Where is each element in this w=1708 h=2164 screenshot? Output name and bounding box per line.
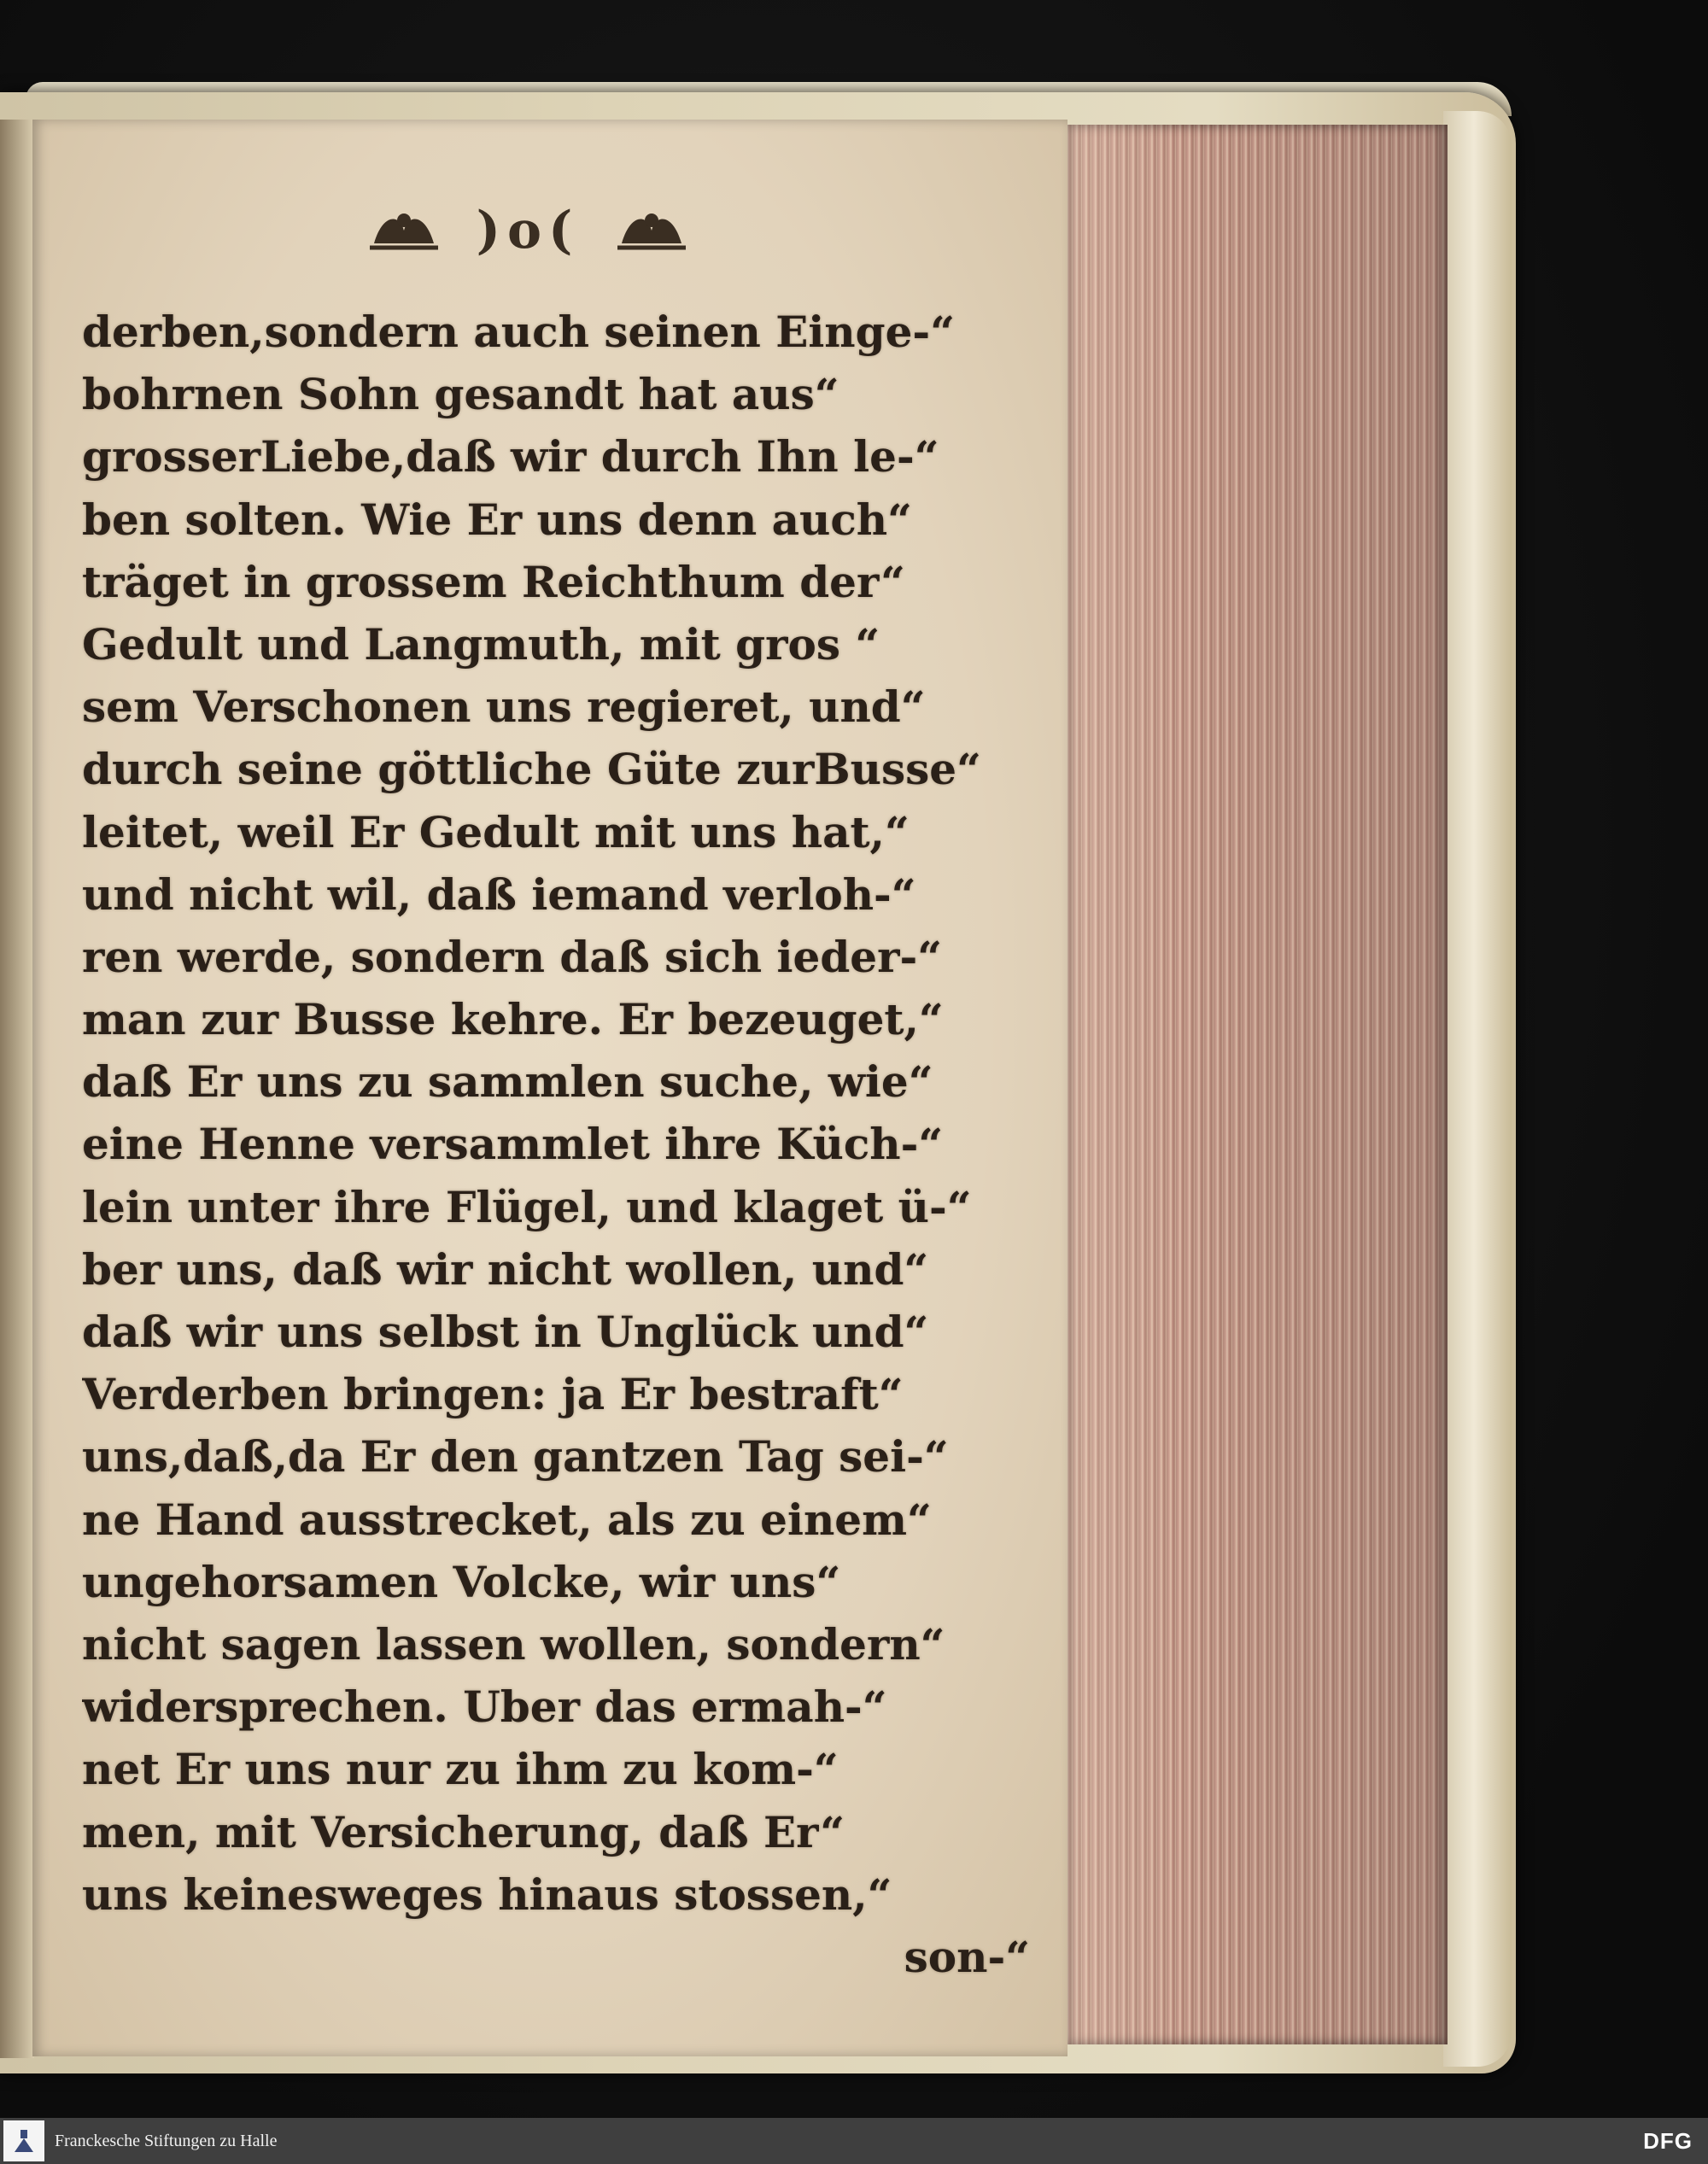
book-fore-edge-cover <box>1443 111 1512 2067</box>
dfg-brand: DFG <box>1643 2128 1693 2154</box>
text-line: Verderben bringen: ja Er bestraft“ <box>82 1369 904 1420</box>
fleuron-ornament-icon <box>366 205 442 256</box>
text-line: nicht sagen lassen wollen, sondern“ <box>82 1618 945 1670</box>
text-line: son-“ <box>904 1931 1030 1982</box>
text-line: daß wir uns selbst in Unglück und“ <box>82 1307 929 1357</box>
footer-bar <box>0 2118 1708 2164</box>
left-page-edge <box>0 120 34 2058</box>
text-line: ren werde, sondern daß sich ieder-“ <box>82 931 942 982</box>
fleuron-ornament-icon <box>613 205 690 256</box>
text-line: ne Hand ausstrecket, als zu einem“ <box>82 1494 932 1545</box>
text-line: daß Er uns zu sammlen suche, wie“ <box>82 1056 933 1108</box>
text-line: uns keinesweges hinaus stossen,“ <box>82 1869 892 1920</box>
franckesche-stiftungen-logo-icon <box>3 2120 44 2161</box>
page-number: )o( <box>476 201 580 260</box>
body-text <box>82 301 1047 1988</box>
text-line: eine Henne versammlet ihre Küch-“ <box>82 1119 944 1170</box>
text-line: bohrnen Sohn gesandt hat aus“ <box>82 369 839 420</box>
text-line: lein unter ihre Flügel, und klaget ü-“ <box>82 1181 972 1232</box>
text-line: ungehorsamen Volcke, wir uns“ <box>82 1556 841 1607</box>
text-line: ber uns, daß wir nicht wollen, und“ <box>82 1243 929 1295</box>
page-header <box>314 184 741 278</box>
text-line: widersprechen. Uber das ermah-“ <box>82 1681 887 1733</box>
text-line: träget in grossem Reichthum der“ <box>82 556 905 607</box>
text-line: derben,sondern auch seinen Einge-“ <box>82 307 955 357</box>
text-line: leitet, weil Er Gedult mit uns hat,“ <box>82 806 910 857</box>
page-edges <box>1063 125 1448 2044</box>
text-line: Gedult und Langmuth, mit gros “ <box>82 618 880 670</box>
text-line: und nicht wil, daß iemand verloh-“ <box>82 869 916 920</box>
text-line: net Er uns nur zu ihm zu kom-“ <box>82 1744 839 1795</box>
book-page <box>32 120 1068 2056</box>
text-line: grosserLiebe,daß wir durch Ihn le-“ <box>82 431 939 483</box>
text-line: durch seine göttliche Güte zurBusse“ <box>82 744 981 795</box>
text-line: man zur Busse kehre. Er bezeuget,“ <box>82 994 944 1045</box>
text-line: men, mit Versicherung, daß Er“ <box>82 1806 845 1857</box>
institution-name: Franckesche Stiftungen zu Halle <box>55 2131 278 2150</box>
text-line: ben solten. Wie Er uns denn auch“ <box>82 494 912 545</box>
text-line: uns,daß,da Er den gantzen Tag sei-“ <box>82 1431 949 1483</box>
text-line: sem Verschonen uns regieret, und“ <box>82 681 926 733</box>
